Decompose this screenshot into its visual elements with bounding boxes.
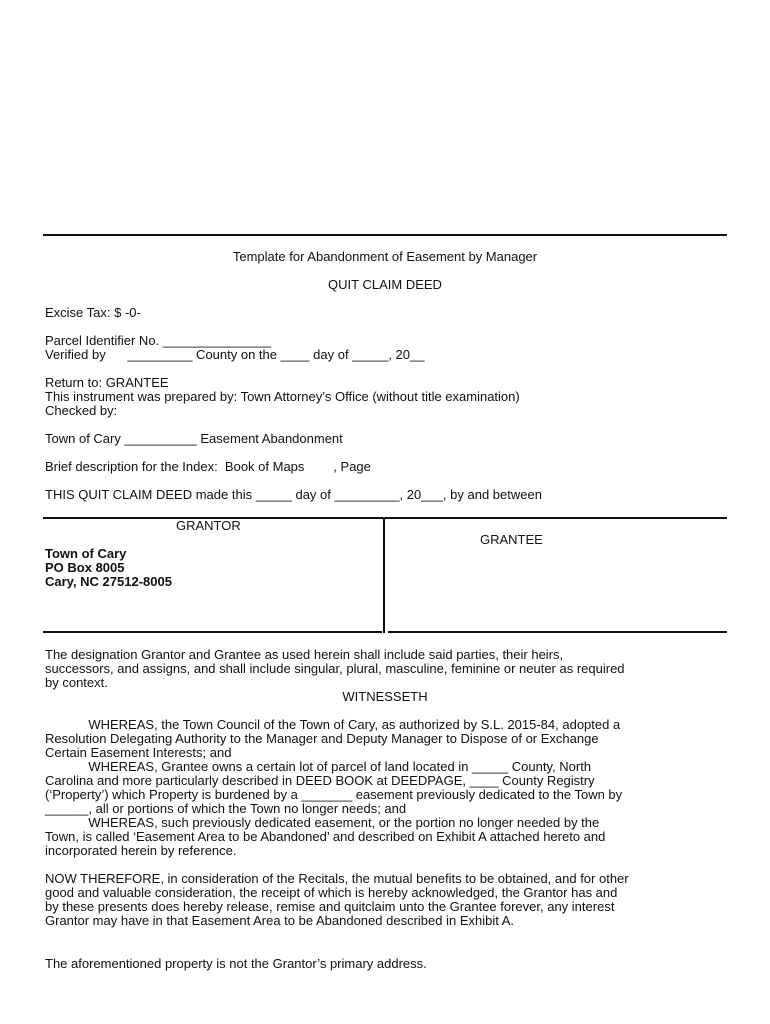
- whereas-line: WHEREAS, such previously dedicated easement, or the portion no longer needed by the: [45, 815, 600, 830]
- designation-line: successors, and assigns, and shall include singular, plural, masculine, feminine or neuter as required: [45, 661, 625, 676]
- parcel-identifier: Parcel Identifier No. _______________: [45, 333, 272, 348]
- deed-made-line: THIS QUIT CLAIM DEED made this _____ day of _________, 20___, by and between: [45, 487, 542, 502]
- grantor-po-box: PO Box 8005: [45, 560, 125, 575]
- now-therefore-line: by these presents does hereby release, remise and quitclaim unto the Grantee forever, any interest: [45, 899, 615, 914]
- whereas-line: Carolina and more particularly described in DEED BOOK at DEEDPAGE, ____ County Registry: [45, 773, 595, 788]
- verified-by: Verified by _________ County on the ____ day of _____, 20__: [45, 347, 425, 362]
- deed-title: QUIT CLAIM DEED: [328, 277, 442, 292]
- now-therefore-line: Grantor may have in that Easement Area to be Abandoned described in Exhibit A.: [45, 913, 515, 928]
- brief-description: Brief description for the Index: Book of Maps , Page: [45, 459, 371, 474]
- primary-address-statement: The aforementioned property is not the Grantor’s primary address.: [45, 956, 427, 971]
- whereas-line: (‘Property’) which Property is burdened by a _______ easement previously dedicated to the Town by: [45, 787, 623, 802]
- whereas-line: WHEREAS, Grantee owns a certain lot of parcel of land located in _____ County, North: [45, 759, 592, 774]
- prepared-by: This instrument was prepared by: Town Attorney’s Office (without title examination): [45, 389, 520, 404]
- party-box-bottom-rule-right: [388, 631, 727, 633]
- whereas-line: Town, is called ‘Easement Area to be Abandoned’ and described on Exhibit A attached hereto and: [45, 829, 606, 844]
- now-therefore-line: NOW THEREFORE, in consideration of the Recitals, the mutual benefits to be obtained, and for other: [45, 871, 629, 886]
- whereas-line: ______, all or portions of which the Town no longer needs; and: [45, 801, 407, 816]
- whereas-line: WHEREAS, the Town Council of the Town of Cary, as authorized by S.L. 2015-84, adopted a: [45, 717, 621, 732]
- party-box-divider: [383, 517, 385, 633]
- whereas-line: Resolution Delegating Authority to the Manager and Deputy Manager to Dispose of or Exchange: [45, 731, 599, 746]
- party-box-top-rule: [43, 517, 727, 519]
- party-box-bottom-rule-left: [43, 631, 382, 633]
- grantor-city: Cary, NC 27512-8005: [45, 574, 172, 589]
- top-rule: [43, 234, 727, 236]
- whereas-line: Certain Easement Interests; and: [45, 745, 232, 760]
- town-easement-line: Town of Cary __________ Easement Abandonment: [45, 431, 343, 446]
- return-to: Return to: GRANTEE: [45, 375, 169, 390]
- designation-line: The designation Grantor and Grantee as used herein shall include said parties, their heirs,: [45, 647, 564, 662]
- excise-tax: Excise Tax: $ -0-: [45, 305, 141, 320]
- grantor-header: GRANTOR: [176, 518, 241, 533]
- grantor-name: Town of Cary: [45, 546, 127, 561]
- whereas-line: incorporated herein by reference.: [45, 843, 237, 858]
- template-title: Template for Abandonment of Easement by Manager: [232, 249, 538, 264]
- witnesseth-heading: WITNESSETH: [342, 689, 428, 704]
- checked-by: Checked by:: [45, 403, 118, 418]
- now-therefore-line: good and valuable consideration, the receipt of which is hereby acknowledged, the Grantor has and: [45, 885, 618, 900]
- designation-line: by context.: [45, 675, 108, 690]
- grantee-header: GRANTEE: [480, 532, 543, 547]
